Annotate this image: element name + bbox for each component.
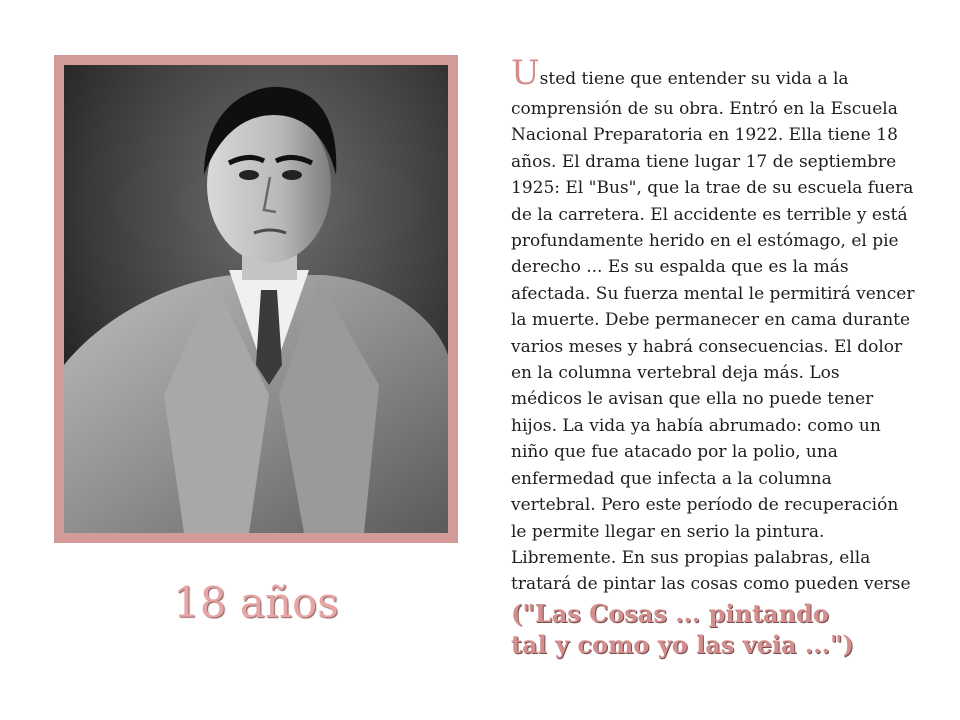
text-line: vertebral. Pero este período de recuperación <box>511 495 899 516</box>
text-line: enfermedad que infecta a la columna <box>511 468 832 489</box>
text-line: 1925: El "Bus", que la trae de su escuela fuera <box>511 178 914 199</box>
text-line: años. El drama tiene lugar 17 de septiembre <box>511 151 897 172</box>
first-line <box>511 53 951 96</box>
text-line: la muerte. Debe permanecer en cama durante <box>511 310 911 331</box>
text-line: de la carretera. El accidente es terrible y está <box>511 204 908 225</box>
photo-caption: 18 años <box>173 578 339 627</box>
text-line: derecho ... Es su espalda que es la más <box>511 257 849 278</box>
text-line: hijos. La vida ya había abrumado: como un <box>511 415 881 436</box>
drop-cap: U <box>511 53 540 93</box>
biography-text <box>511 53 951 660</box>
quote-line: ("Las Cosas ... pintando <box>511 598 829 628</box>
text-line: Nacional Preparatoria en 1922. Ella tiene 18 <box>511 125 898 146</box>
text-line: varios meses y habrá consecuencias. El dolor <box>511 336 903 357</box>
text-line: profundamente herido en el estómago, el pie <box>511 231 899 252</box>
text-line: comprensión de su obra. Entró en la Escuela <box>511 99 898 119</box>
portrait-photo <box>64 65 448 533</box>
photo-frame <box>54 55 458 543</box>
text-line: Libremente. En sus propias palabras, ella <box>511 547 871 568</box>
text-line: le permite llegar en serio la pintura. <box>511 521 825 542</box>
text-line: en la columna vertebral deja más. Los <box>511 363 840 384</box>
text-line: médicos le avisan que ella no puede tener <box>511 389 874 410</box>
text-line: tratará de pintar las cosas como pueden verse <box>511 574 911 595</box>
portrait-illustration <box>64 65 448 533</box>
first-line-text: sted tiene que entender su vida a la <box>539 69 849 89</box>
text-line: afectada. Su fuerza mental le permitirá vencer <box>511 283 915 304</box>
quote-line: tal y como yo las veia ...") <box>511 629 854 659</box>
text-line: niño que fue atacado por la polio, una <box>511 442 838 463</box>
